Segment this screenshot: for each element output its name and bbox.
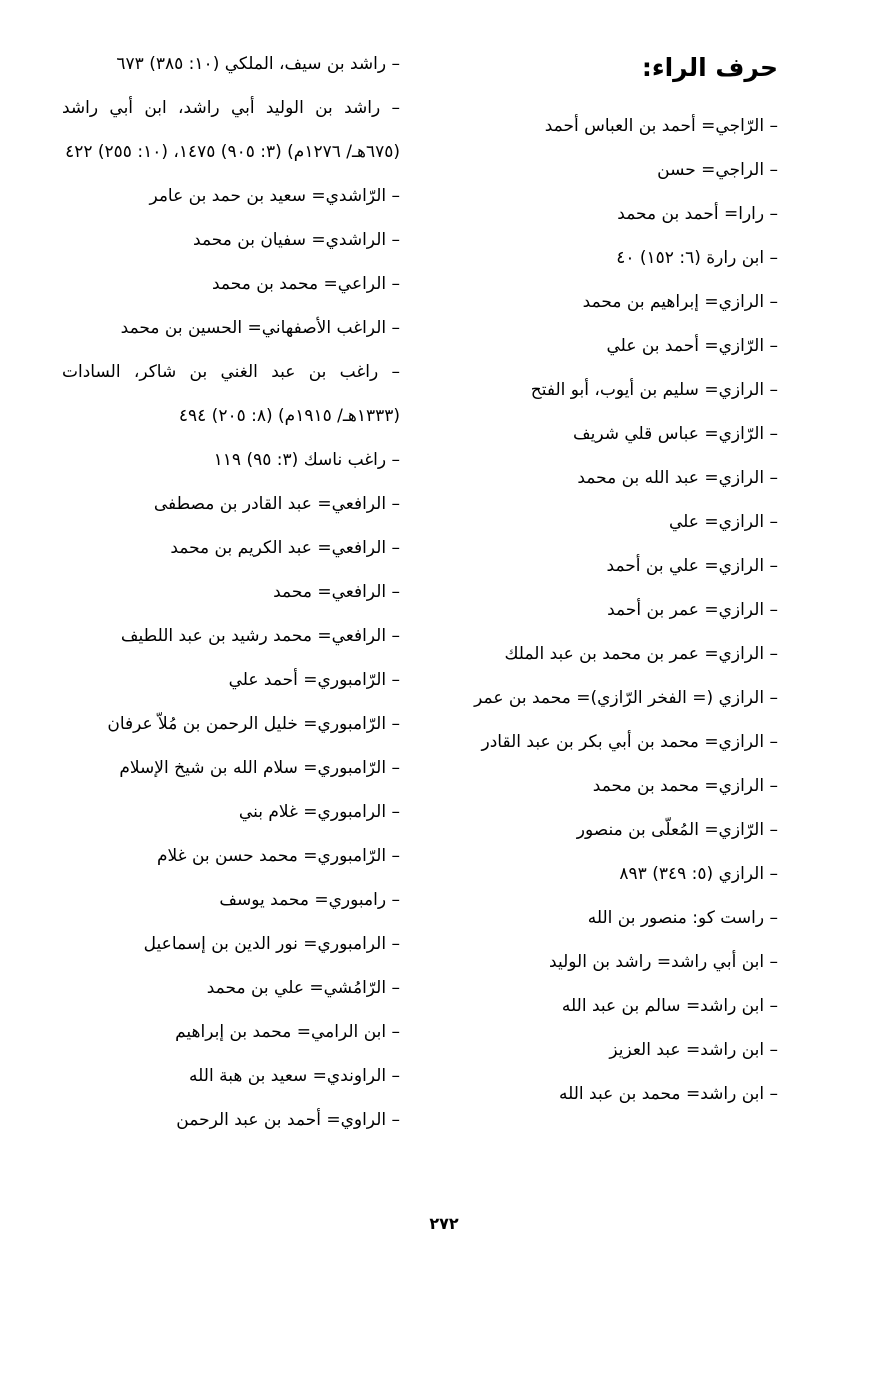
index-entry: – الرازي= عمر بن أحمد xyxy=(607,600,778,620)
index-entry: – الراشدي= سفيان بن محمد xyxy=(193,230,400,250)
index-entry: – ابن راشد= محمد بن عبد الله xyxy=(558,1084,778,1104)
index-entry: – الرازي= علي بن أحمد xyxy=(606,556,778,576)
index-entry: – الرّازي= المُعلّى بن منصور xyxy=(576,820,778,840)
index-entry: – راشد بن سيف، الملكي (١٠: ٣٨٥) ٦٧٣ xyxy=(116,54,400,74)
index-entry: – الرّامبوري= خليل الرحمن بن مُلاّ عرفان xyxy=(107,714,400,734)
index-entry: – راغب ناسك (٣: ٩٥) ١١٩ xyxy=(213,450,400,470)
index-entry: – الرامبوري= نور الدين بن إسماعيل xyxy=(143,934,400,954)
index-entry: – الرّاجي= أحمد بن العباس أحمد xyxy=(544,116,778,136)
index-entry: – راست كو: منصور بن الله xyxy=(587,908,778,928)
index-entry: – الرّاشدي= سعيد بن حمد بن عامر xyxy=(149,186,400,206)
index-entry: – الرّامُشي= علي بن محمد xyxy=(206,978,400,998)
index-entry: – الرازي= إبراهيم بن محمد xyxy=(582,292,778,312)
index-entry: – الرازي (٥: ٣٤٩) ٨٩٣ xyxy=(619,864,778,884)
index-entry: – الرافعي= محمد رشيد بن عبد اللطيف xyxy=(120,626,400,646)
index-entry: – الرّامبوري= أحمد علي xyxy=(228,670,400,690)
index-entry: – ابن راشد= عبد العزيز xyxy=(609,1040,778,1060)
section-heading: حرف الراء: xyxy=(641,53,778,82)
index-entry: – ابن الرامي= محمد بن إبراهيم xyxy=(175,1022,400,1042)
index-entry: – الرّازي= أحمد بن علي xyxy=(606,336,778,356)
index-entry: – ابن أبي راشد= راشد بن الوليد xyxy=(549,952,778,972)
index-entry: – الرافعي= عبد الكريم بن محمد xyxy=(170,538,400,558)
index-entry: – الرازي (= الفخر الرّازي)= محمد بن عمر xyxy=(474,688,778,708)
entry-list-right xyxy=(432,104,778,1116)
index-entry: – الرافعي= عبد القادر بن مصطفى xyxy=(153,494,400,514)
index-entry: – الرامبوري= غلام بني xyxy=(238,802,400,822)
index-entry: – الرازي= محمد بن محمد xyxy=(592,776,778,796)
index-entry: – ابن رارة (٦: ١٥٢) ٤٠ xyxy=(616,248,778,268)
index-entry: – الراعي= محمد بن محمد xyxy=(211,274,400,294)
index-entry: – الرازي= عمر بن محمد بن عبد الملك xyxy=(504,644,778,664)
index-column-right xyxy=(432,46,778,1116)
index-entry: – الرّامبوري= محمد حسن بن غلام xyxy=(157,846,400,866)
index-entry: – الرّازي= عباس قلي شريف xyxy=(573,424,778,444)
entry-list-left xyxy=(62,42,400,1142)
index-column-left xyxy=(62,42,400,1142)
index-entry: – رارا= أحمد بن محمد xyxy=(617,204,778,224)
index-entry: – راغب بن عبد الغني بن شاكر، السادات (١٣٣٣هـ/ ١٩١٥م) (٨: ٢٠٥) ٤٩٤ xyxy=(62,362,400,426)
index-entry: – الراوندي= سعيد بن هبة الله xyxy=(189,1066,400,1086)
index-entry: – الراغب الأصفهاني= الحسين بن محمد xyxy=(120,318,400,338)
index-entry: – الرازي= سليم بن أيوب، أبو الفتح xyxy=(530,380,778,400)
index-entry: – الرازي= محمد بن أبي بكر بن عبد القادر xyxy=(481,732,778,752)
index-entry: – الرّامبوري= سلام الله بن شيخ الإسلام xyxy=(119,758,400,778)
index-entry: – الرازي= علي xyxy=(668,512,778,532)
index-entry: – راشد بن الوليد أبي راشد، ابن أبي راشد (٦٧٥هـ/ ١٢٧٦م) (٣: ٩٠٥) ١٤٧٥، (١٠: ٢٥٥) ٤٢٢ xyxy=(62,98,400,162)
page-number: ٢٧٢ xyxy=(429,1214,459,1233)
index-entry: – ابن راشد= سالم بن عبد الله xyxy=(561,996,778,1016)
index-entry: – الراجي= حسن xyxy=(657,160,778,180)
index-entry: – الرافعي= محمد xyxy=(273,582,400,602)
index-entry: – رامبوري= محمد يوسف xyxy=(219,890,400,910)
index-entry: – الرازي= عبد الله بن محمد xyxy=(577,468,778,488)
index-entry: – الراوي= أحمد بن عبد الرحمن xyxy=(176,1110,400,1130)
